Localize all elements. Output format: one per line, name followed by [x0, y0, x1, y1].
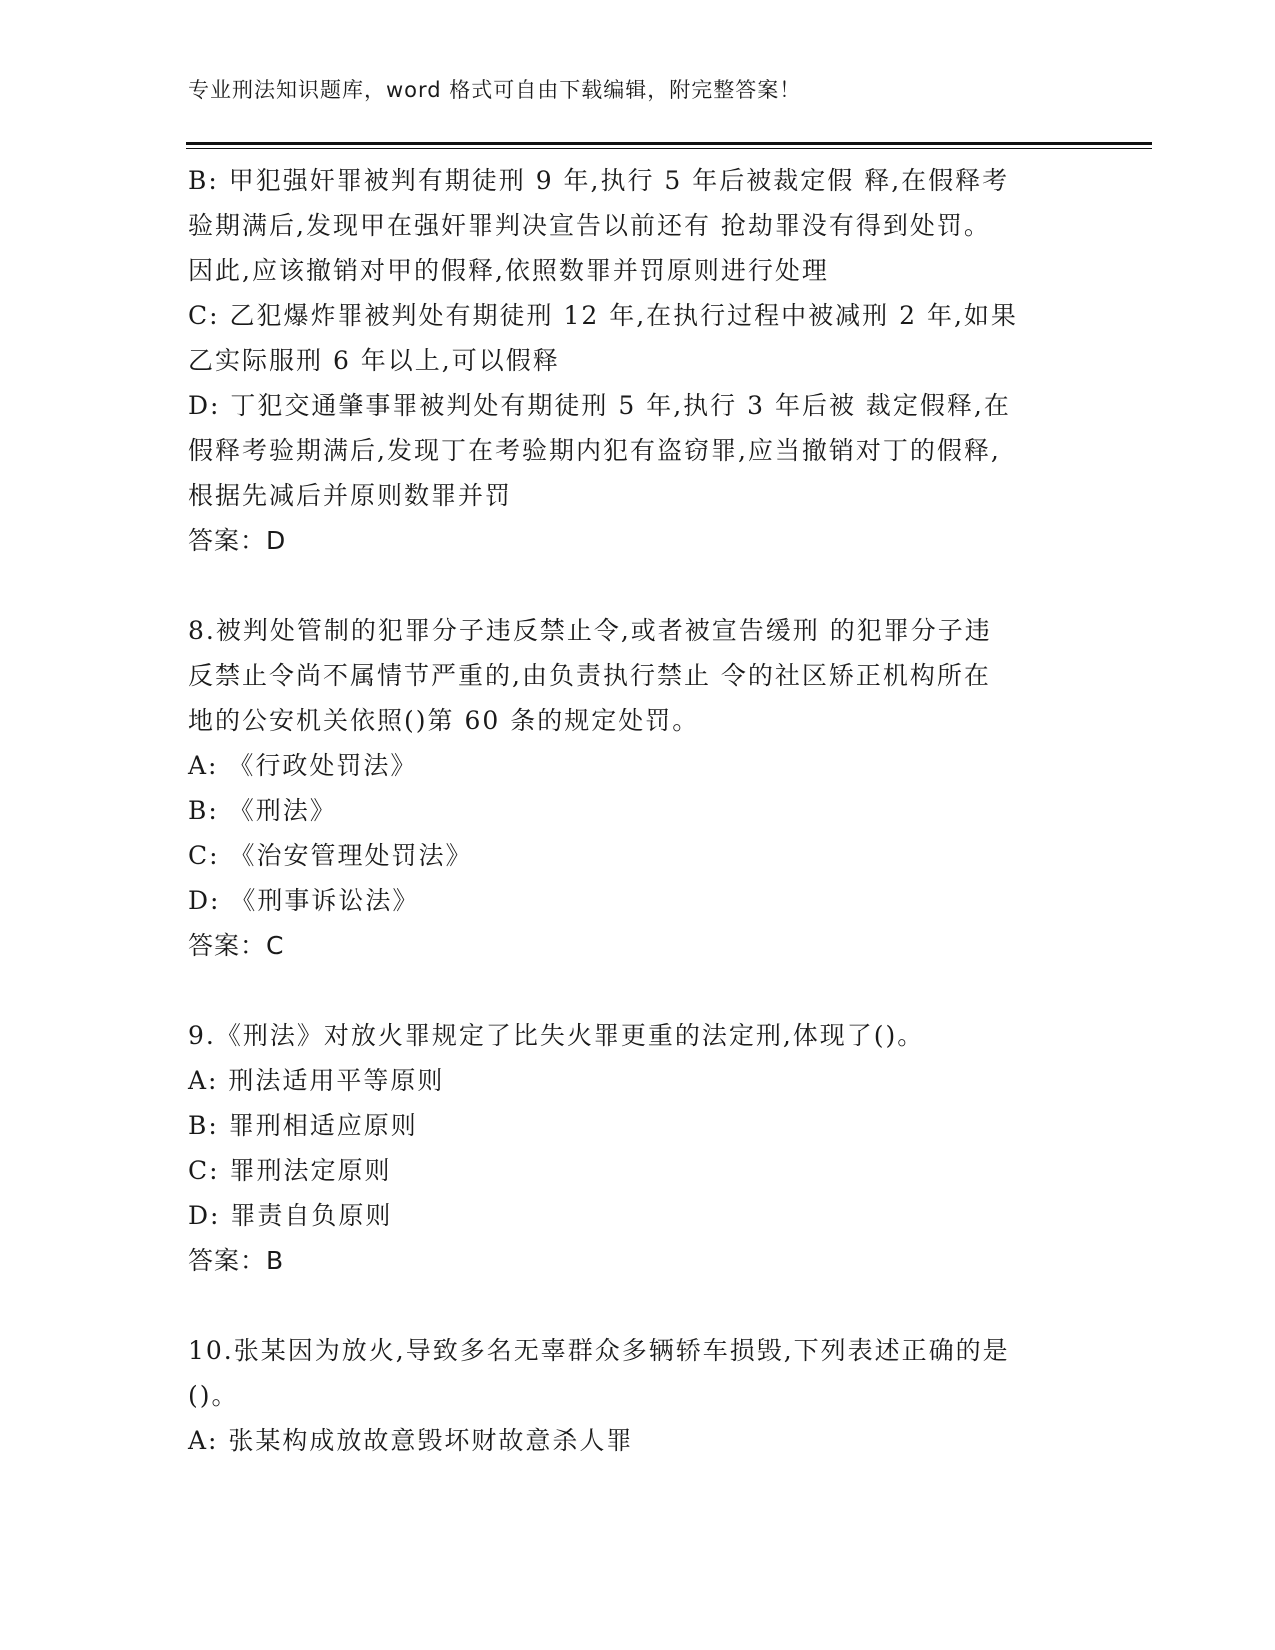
spacer: [188, 563, 1088, 608]
q7-option-b-line: 验期满后,发现甲在强奸罪判决宣告以前还有 抢劫罪没有得到处罚。: [188, 211, 991, 240]
q7-option-b-line: 因此,应该撤销对甲的假释,依照数罪并罚原则进行处理: [188, 256, 829, 285]
header-note: 专业刑法知识题库，word 格式可自由下载编辑，附完整答案！: [188, 78, 802, 102]
q10-stem-line: ()。: [188, 1381, 239, 1410]
q8-answer: 答案：C: [188, 931, 285, 960]
spacer: [188, 968, 1088, 1013]
q9-answer: 答案：B: [188, 1246, 285, 1275]
q7-option-b-line: B: 甲犯强奸罪被判有期徒刑 9 年,执行 5 年后被裁定假 释,在假释考: [188, 166, 1010, 195]
q9-option-d: D: 罪责自负原则: [188, 1201, 393, 1230]
q8-stem-line: 地的公安机关依照()第 60 条的规定处罚。: [188, 706, 700, 735]
header-rule-thin: [186, 148, 1152, 149]
q8-stem-line: 反禁止令尚不属情节严重的,由负责执行禁止 令的社区矫正机构所在: [188, 661, 991, 690]
q9-option-b: B: 罪刑相适应原则: [188, 1111, 418, 1140]
spacer: [188, 1283, 1088, 1328]
q10-option-a: A: 张某构成放故意毁坏财故意杀人罪: [188, 1426, 634, 1455]
q8-stem-line: 8.被判处管制的犯罪分子违反禁止令,或者被宣告缓刑 的犯罪分子违: [188, 616, 992, 645]
q7-option-d-line: D: 丁犯交通肇事罪被判处有期徒刑 5 年,执行 3 年后被 裁定假释,在: [188, 391, 1011, 420]
q7-option-c-line: C: 乙犯爆炸罪被判处有期徒刑 12 年,在执行过程中被减刑 2 年,如果: [188, 301, 1018, 330]
q8-option-c: C: 《治安管理处罚法》: [188, 841, 473, 870]
header-rule-thick: [186, 142, 1152, 145]
q10-stem-line: 10.张某因为放火,导致多名无辜群众多辆轿车损毁,下列表述正确的是: [188, 1336, 1010, 1365]
q9-option-a: A: 刑法适用平等原则: [188, 1066, 445, 1095]
q8-option-a: A: 《行政处罚法》: [188, 751, 418, 780]
q7-option-d-line: 根据先减后并原则数罪并罚: [188, 481, 513, 510]
question-content: [188, 158, 1088, 1463]
q9-option-c: C: 罪刑法定原则: [188, 1156, 392, 1185]
q7-option-c-line: 乙实际服刑 6 年以上,可以假释: [188, 346, 560, 375]
q8-option-d: D: 《刑事诉讼法》: [188, 886, 420, 915]
q7-answer: 答案：D: [188, 526, 287, 555]
q8-option-b: B: 《刑法》: [188, 796, 337, 825]
q7-option-d-line: 假释考验期满后,发现丁在考验期内犯有盗窃罪,应当撤销对丁的假释,: [188, 436, 1001, 465]
q9-stem: 9.《刑法》对放火罪规定了比失火罪更重的法定刑,体现了()。: [188, 1021, 925, 1050]
